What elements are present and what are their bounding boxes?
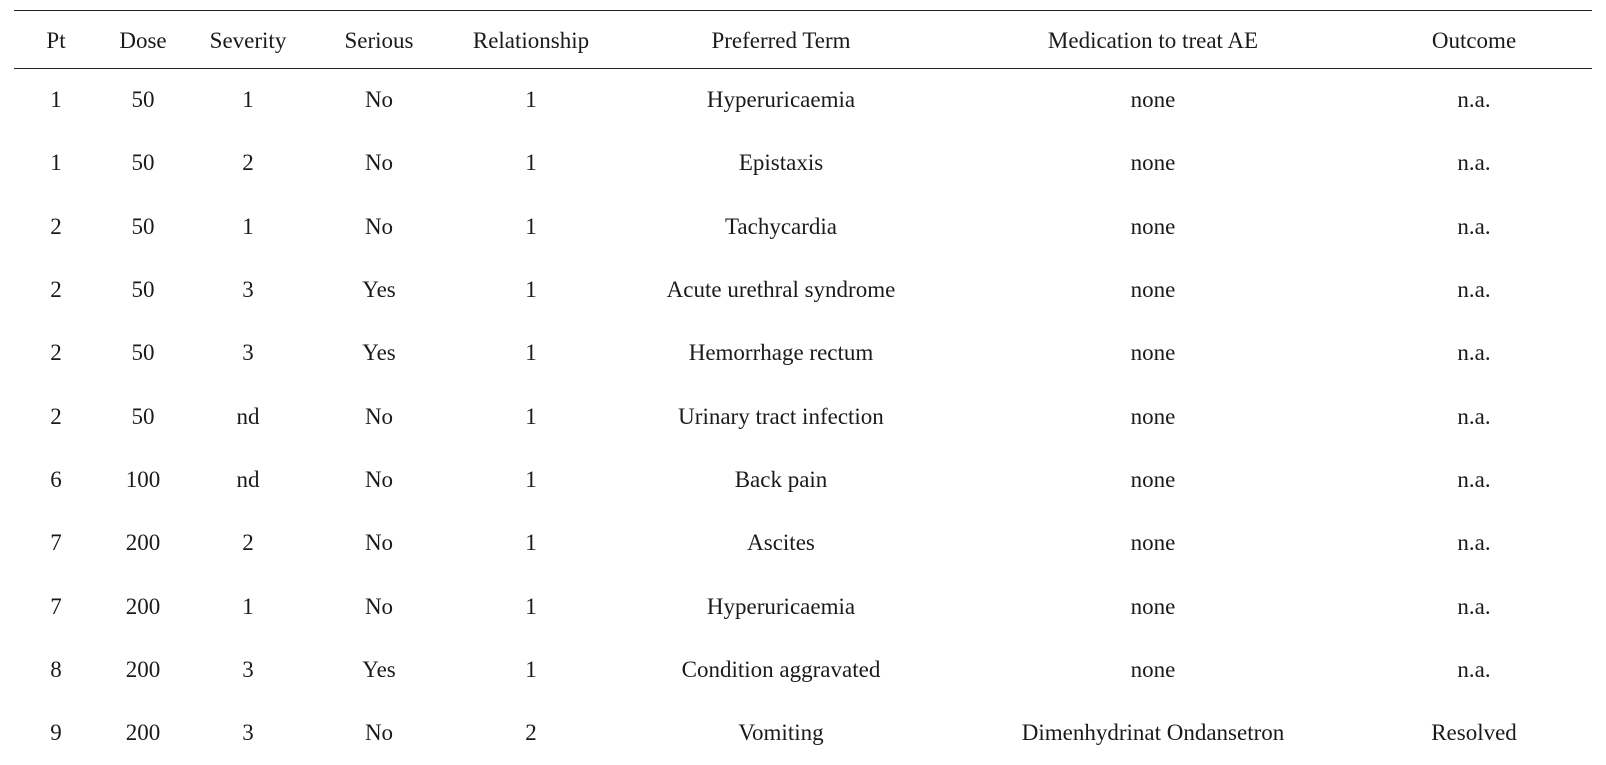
cell-severity: 1 [242, 593, 254, 619]
cell-medication: none [1130, 530, 1176, 556]
table-row [14, 69, 1592, 132]
cell-preferred-term: Condition aggravated [681, 656, 881, 682]
column-header-pt: Pt [46, 27, 66, 53]
cell-dose: 200 [125, 530, 161, 556]
cell-pt: 2 [50, 277, 62, 303]
cell-medication: none [1130, 340, 1176, 366]
column-header-relationship: Relationship [472, 27, 590, 53]
cell-preferred-term: Acute urethral syndrome [666, 277, 896, 303]
cell-outcome: n.a. [1457, 340, 1491, 366]
table-row [14, 195, 1592, 258]
cell-medication: Dimenhydrinat Ondansetron [1021, 720, 1285, 746]
adverse-events-table [14, 10, 1592, 765]
cell-relationship: 1 [525, 656, 537, 682]
cell-serious: No [364, 213, 394, 239]
cell-outcome: n.a. [1457, 466, 1491, 492]
cell-pt: 2 [50, 340, 62, 366]
table-row [14, 638, 1592, 701]
cell-medication: none [1130, 277, 1176, 303]
cell-serious: No [364, 593, 394, 619]
cell-pt: 1 [50, 87, 62, 113]
cell-pt: 1 [50, 150, 62, 176]
column-header-dose: Dose [119, 27, 167, 53]
cell-serious: Yes [362, 340, 396, 366]
cell-medication: none [1130, 466, 1176, 492]
cell-medication: none [1130, 593, 1176, 619]
table-body [14, 69, 1592, 765]
cell-pt: 7 [50, 530, 62, 556]
table-row [14, 322, 1592, 385]
table-row [14, 512, 1592, 575]
cell-dose: 50 [131, 213, 155, 239]
cell-relationship: 2 [525, 720, 537, 746]
cell-severity: 2 [242, 530, 254, 556]
cell-relationship: 1 [525, 87, 537, 113]
cell-outcome: n.a. [1457, 150, 1491, 176]
cell-serious: No [364, 403, 394, 429]
table-header [14, 11, 1592, 69]
cell-preferred-term: Hyperuricaemia [706, 87, 856, 113]
cell-dose: 50 [131, 277, 155, 303]
cell-pt: 7 [50, 593, 62, 619]
cell-pt: 8 [50, 656, 62, 682]
table-row [14, 132, 1592, 195]
cell-dose: 200 [125, 593, 161, 619]
cell-preferred-term: Ascites [747, 530, 815, 556]
column-header-serious: Serious [344, 27, 414, 53]
column-header-outcome: Outcome [1431, 27, 1517, 53]
cell-relationship: 1 [525, 403, 537, 429]
column-header-preferred-term: Preferred Term [711, 27, 851, 53]
cell-dose: 50 [131, 403, 155, 429]
cell-severity: 3 [242, 340, 254, 366]
cell-outcome: n.a. [1457, 277, 1491, 303]
cell-serious: No [364, 150, 394, 176]
table-row [14, 385, 1592, 448]
cell-medication: none [1130, 213, 1176, 239]
cell-preferred-term: Hyperuricaemia [706, 593, 856, 619]
cell-medication: none [1130, 656, 1176, 682]
cell-severity: 1 [242, 213, 254, 239]
cell-preferred-term: Epistaxis [738, 150, 824, 176]
cell-severity: 2 [242, 150, 254, 176]
cell-pt: 9 [50, 720, 62, 746]
cell-preferred-term: Hemorrhage rectum [688, 340, 874, 366]
cell-relationship: 1 [525, 340, 537, 366]
adverse-events-table-container [14, 10, 1592, 765]
header-row [14, 11, 1592, 69]
cell-dose: 200 [125, 656, 161, 682]
cell-pt: 6 [50, 466, 62, 492]
column-header-severity: Severity [209, 27, 287, 53]
cell-preferred-term: Tachycardia [724, 213, 838, 239]
cell-medication: none [1130, 87, 1176, 113]
cell-dose: 50 [131, 340, 155, 366]
table-row [14, 701, 1592, 764]
cell-severity: 1 [242, 87, 254, 113]
cell-preferred-term: Urinary tract infection [678, 403, 884, 429]
cell-preferred-term: Vomiting [738, 720, 824, 746]
table-row [14, 258, 1592, 321]
cell-relationship: 1 [525, 593, 537, 619]
cell-serious: No [364, 530, 394, 556]
cell-serious: No [364, 720, 394, 746]
cell-serious: Yes [362, 656, 396, 682]
table-row [14, 575, 1592, 638]
cell-relationship: 1 [525, 150, 537, 176]
cell-serious: No [364, 87, 394, 113]
cell-outcome: n.a. [1457, 213, 1491, 239]
cell-severity: nd [236, 466, 260, 492]
cell-pt: 2 [50, 213, 62, 239]
cell-dose: 200 [125, 720, 161, 746]
cell-medication: none [1130, 150, 1176, 176]
cell-outcome: n.a. [1457, 656, 1491, 682]
cell-medication: none [1130, 403, 1176, 429]
cell-preferred-term: Back pain [734, 466, 828, 492]
cell-dose: 50 [131, 150, 155, 176]
cell-outcome: n.a. [1457, 87, 1491, 113]
table-row [14, 448, 1592, 511]
cell-outcome: n.a. [1457, 403, 1491, 429]
cell-serious: Yes [362, 277, 396, 303]
cell-outcome: n.a. [1457, 530, 1491, 556]
cell-relationship: 1 [525, 530, 537, 556]
cell-severity: 3 [242, 720, 254, 746]
column-header-medication: Medication to treat AE [1047, 27, 1259, 53]
cell-severity: nd [236, 403, 260, 429]
cell-relationship: 1 [525, 277, 537, 303]
cell-outcome: Resolved [1431, 720, 1517, 746]
cell-relationship: 1 [525, 466, 537, 492]
cell-severity: 3 [242, 656, 254, 682]
cell-severity: 3 [242, 277, 254, 303]
cell-dose: 100 [125, 466, 161, 492]
cell-serious: No [364, 466, 394, 492]
cell-relationship: 1 [525, 213, 537, 239]
cell-dose: 50 [131, 87, 155, 113]
cell-pt: 2 [50, 403, 62, 429]
cell-outcome: n.a. [1457, 593, 1491, 619]
